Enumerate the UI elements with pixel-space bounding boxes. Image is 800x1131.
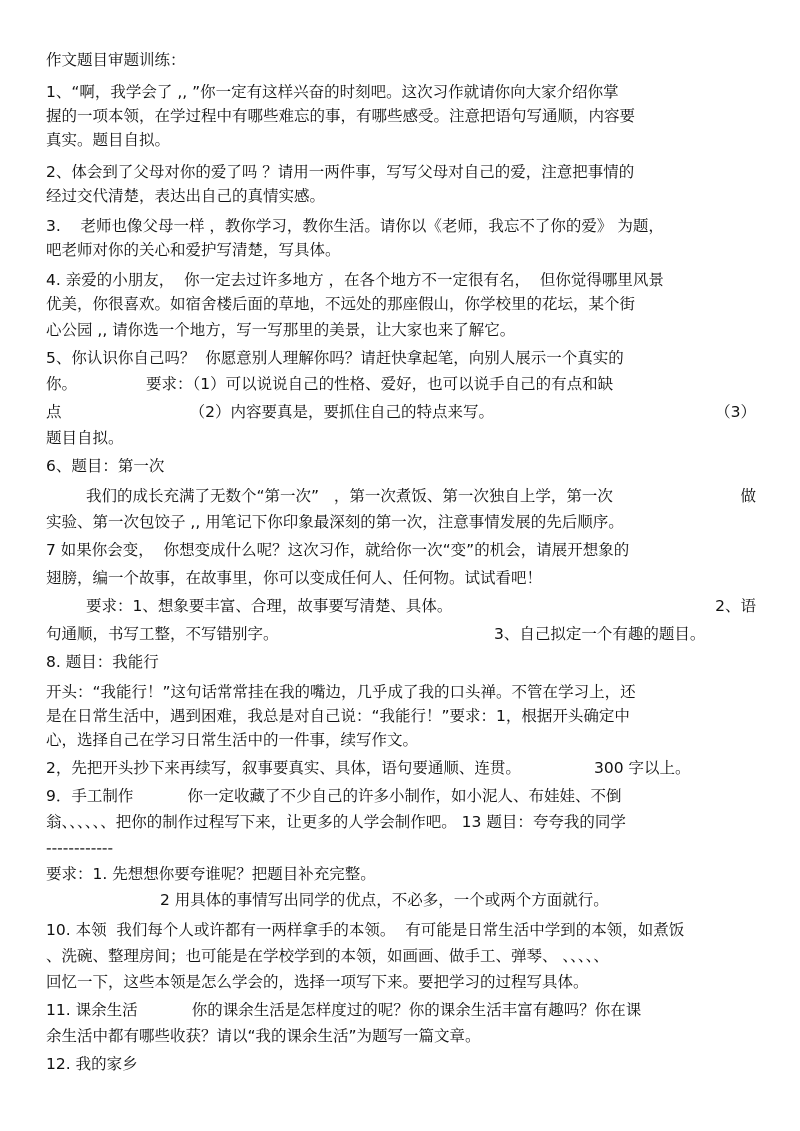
text-line: 你。 要求：（1）可以说说自己的性格、爱好，也可以说手自己的有点和缺 [46, 375, 614, 393]
doc-heading: 作文题目审题训练： [46, 51, 186, 69]
text-line: 经过交代清楚，表达出自己的真情实感。 [46, 187, 326, 205]
text-line: 我们的成长充满了无数个“第一次” ，第一次煮饭、第一次独自上学，第一次 [86, 487, 613, 505]
text-line: 2，先把开头抄下来再续写，叙事要真实、具体，语句要通顺、连贯。 [46, 759, 521, 777]
text-line: 7 如果你会变， 你想变成什么呢？这次习作，就给你一次“变”的机会，请展开想象的 [46, 541, 630, 559]
text-line: 点 （2）内容要真是，要抓住自己的特点来写。 [46, 403, 494, 421]
text-line: 6、题目：第一次 [46, 457, 165, 475]
text-line: 题目自拟。 [46, 429, 124, 447]
text-line: 做 [740, 487, 756, 505]
text-line: 余生活中都有哪些收获？请以“我的课余生活”为题写一篇文章。 [46, 1027, 481, 1045]
text-line: 2、体会到了父母对你的爱了吗 ？请用一两件事，写写父母对自己的爱，注意把事情的 [46, 163, 635, 181]
text-line: 3. 老师也像父母一样 ，教你学习，教你生活。请你以《老师，我忘不了你的爱》 为题， [46, 217, 664, 235]
text-line: 回忆一下，这些本领是怎么学会的，选择一项写下来。要把学习的过程写具体。 [46, 973, 589, 991]
text-line: 优美，你很喜欢。如宿舍楼后面的草地，不远处的那座假山，你学校里的花坛，某个街 [46, 295, 636, 313]
text-line: 真实。题目自拟。 [46, 131, 171, 149]
text-line: 心，选择自己在学习日常生活中的一件事，续写作文。 [46, 731, 419, 749]
text-line: 1、“啊，我学会了 ,, ”你一定有这样兴奋的时刻吧。这次习作就请你向大家介绍你掌 [46, 83, 619, 101]
text-line: 开头：“我能行！”这句话常常挂在我的嘴边，几乎成了我的口头禅。不管在学习上，还 [46, 683, 636, 701]
text-line: 实验、第一次包饺子 ,, 用笔记下你印象最深刻的第一次，注意事情发展的先后顺序。 [46, 513, 624, 531]
text-line: 心公园 ,, 请你选一个地方，写一写那里的美景，让大家也来了解它。 [46, 321, 516, 339]
text-line: 2 用具体的事情写出同学的优点，不必多，一个或两个方面就行。 [160, 891, 609, 909]
text-line: 要求：1. 先想想你要夸谁呢？把题目补充完整。 [46, 865, 376, 883]
text-line: 4. 亲爱的小朋友， 你一定去过许多地方 ，在各个地方不一定很有名， 但你觉得哪里风景 [46, 271, 664, 289]
text-line: 吧老师对你的关心和爱护写清楚，写具体。 [46, 241, 341, 259]
text-line: 3、自己拟定一个有趣的题目。 [494, 625, 706, 643]
text-line: （3） [715, 403, 756, 421]
text-line: 2、语 [715, 597, 756, 615]
text-line: ------------ [46, 839, 114, 857]
text-line: 11. 课余生活 你的课余生活是怎样度过的呢？你的课余生活丰富有趣吗？你在课 [46, 1001, 642, 1019]
text-line: 是在日常生活中，遇到困难，我总是对自己说：“我能行！”要求：1，根据开头确定中 [46, 707, 630, 725]
text-line: 12. 我的家乡 [46, 1055, 138, 1073]
text-line: 300 字以上。 [594, 759, 691, 777]
text-line: 9．手工制作 你一定收藏了不少自己的许多小制作，如小泥人、布娃娃、不倒 [46, 787, 622, 805]
text-line: 10. 本领 我们每个人或许都有一两样拿手的本领。 有可能是日常生活中学到的本领，如煮饭 [46, 921, 685, 939]
text-line: 翁、、、、、、把你的制作过程写下来，让更多的人学会制作吧。 13 题目：夸夸我的同学 [46, 813, 626, 831]
text-line: 要求：1、想象要丰富、合理，故事要写清楚、具体。 [86, 597, 453, 615]
text-line: 、洗碗、整理房间；也可能是在学校学到的本领，如画画、做手工、弹琴、 、、、、、 [46, 947, 609, 965]
text-line: 句通顺，书写工整，不写错别字。 [46, 625, 279, 643]
text-line: 握的一项本领，在学过程中有哪些难忘的事，有哪些感受。注意把语句写通顺，内容要 [46, 107, 636, 125]
text-line: 翅膀，编一个故事，在故事里，你可以变成任何人、任何物。试试看吧！ [46, 569, 543, 587]
text-line: 5、你认识你自己吗？ 你愿意别人理解你吗？请赶快拿起笔，向别人展示一个真实的 [46, 349, 624, 367]
text-line: 8. 题目：我能行 [46, 653, 159, 671]
